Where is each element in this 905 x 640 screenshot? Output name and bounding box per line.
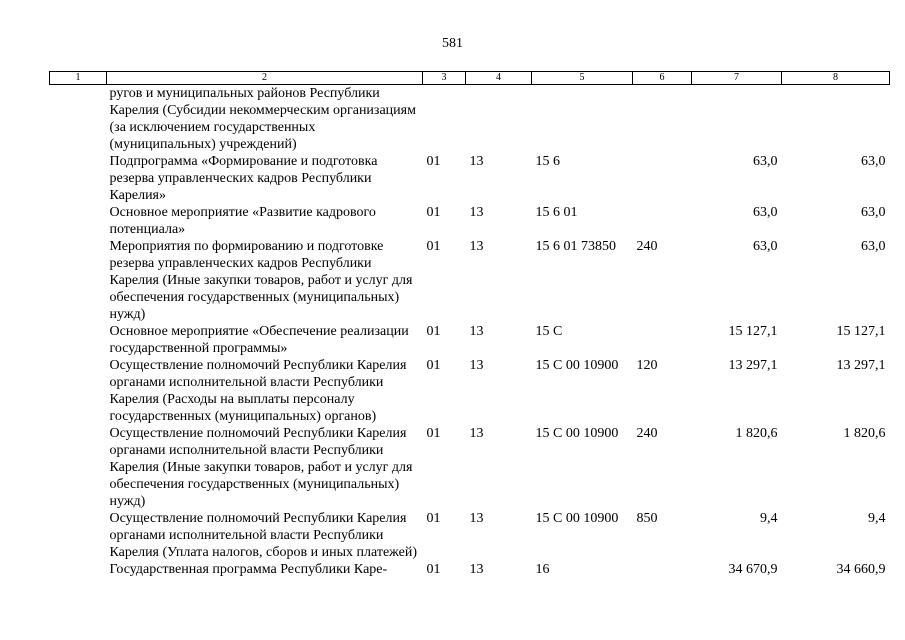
row-name: Основное мероприятие «Обеспечение реализации государственной программы»	[109, 324, 409, 356]
row-section: 01	[426, 239, 441, 254]
row-number-cell	[50, 323, 107, 357]
row-subsection: 13	[469, 511, 484, 526]
row-name: Осуществление полномочий Республики Карелия органами исполнительной власти Республики Карелия (Расходы на выплаты персоналу государственных (муниципальных) органов)	[109, 358, 407, 424]
row-amount-7: 13 297,1	[728, 358, 778, 373]
row-expense-type: 850	[636, 511, 658, 526]
row-amount-8: 15 127,1	[836, 324, 886, 339]
row-expense-type	[633, 323, 692, 357]
column-header-3: 3	[423, 72, 466, 85]
row-subsection: 13	[469, 205, 484, 220]
row-section: 01	[426, 324, 441, 339]
row-subsection: 13	[469, 358, 484, 373]
column-header-8: 8	[782, 72, 890, 85]
row-name: Осуществление полномочий Республики Карелия органами исполнительной власти Республики Карелия (Уплата налогов, сборов и иных платежей)	[109, 511, 418, 560]
row-target-article: 15 6	[535, 154, 560, 169]
row-amount-8: 1 820,6	[843, 426, 886, 441]
row-expense-type: 240	[636, 426, 658, 441]
row-amount-7: 9,4	[760, 511, 778, 526]
row-amount-8: 9,4	[868, 511, 886, 526]
row-target-article: 15 С 00 10900	[535, 426, 619, 441]
row-subsection	[466, 85, 532, 154]
table-row	[50, 85, 890, 154]
row-amount-7: 15 127,1	[728, 324, 778, 339]
row-subsection: 13	[469, 154, 484, 169]
row-target-article: 15 6 01	[535, 205, 578, 220]
column-header-6: 6	[633, 72, 692, 85]
row-target-article: 15 С 00 10900	[535, 511, 619, 526]
row-amount-7: 34 670,9	[728, 562, 778, 577]
row-number-cell	[50, 85, 107, 154]
row-name: Подпрограмма «Формирование и подготовка резерва управленческих кадров Республики Карелия»	[109, 154, 378, 203]
row-expense-type	[633, 561, 692, 578]
row-expense-type: 120	[636, 358, 658, 373]
table-row	[50, 357, 890, 425]
row-target-article: 15 С	[535, 324, 563, 339]
row-expense-type	[633, 85, 692, 154]
table-row	[50, 561, 890, 578]
row-name: Основное мероприятие «Развитие кадрового потенциала»	[109, 205, 376, 237]
row-number-cell	[50, 425, 107, 510]
page-number: 581	[442, 36, 463, 51]
row-section: 01	[426, 562, 441, 577]
row-number-cell	[50, 204, 107, 238]
row-section: 01	[426, 358, 441, 373]
row-amount-7: 63,0	[753, 154, 778, 169]
row-amount-7: 63,0	[753, 205, 778, 220]
row-amount-8: 63,0	[861, 154, 886, 169]
table-row	[50, 153, 890, 204]
row-subsection: 13	[469, 426, 484, 441]
row-name: ругов и муниципальных районов Республики Карелия (Субсидии некоммерческим организациям (за исключением государственных (муниципальных) учреждений)	[109, 86, 416, 152]
row-target-article: 16	[535, 562, 550, 577]
row-target-article: 15 6 01 73850	[535, 239, 616, 254]
row-section: 01	[426, 205, 441, 220]
table-header-row	[50, 72, 890, 85]
table-row	[50, 425, 890, 510]
row-expense-type	[633, 204, 692, 238]
table-row	[50, 238, 890, 323]
row-name: Государственная программа Республики Каре-	[109, 562, 388, 577]
row-expense-type	[633, 153, 692, 204]
row-name: Осуществление полномочий Республики Карелия органами исполнительной власти Республики Карелия (Иные закупки товаров, работ и услуг для обеспечения государственных (муниципальных) нужд)	[109, 426, 413, 509]
column-header-2: 2	[107, 72, 423, 85]
row-section: 01	[426, 426, 441, 441]
row-number-cell	[50, 238, 107, 323]
row-target-article	[532, 85, 633, 154]
row-subsection: 13	[469, 562, 484, 577]
row-target-article: 15 С 00 10900	[535, 358, 619, 373]
row-number-cell	[50, 561, 107, 578]
row-amount-8: 63,0	[861, 205, 886, 220]
column-header-1: 1	[50, 72, 107, 85]
column-header-7: 7	[692, 72, 782, 85]
row-amount-8: 63,0	[861, 239, 886, 254]
row-number-cell	[50, 510, 107, 561]
row-amount-8	[782, 85, 890, 154]
table-row	[50, 323, 890, 357]
row-amount-7: 63,0	[753, 239, 778, 254]
table-row	[50, 510, 890, 561]
row-subsection: 13	[469, 324, 484, 339]
row-amount-7	[692, 85, 782, 154]
row-section: 01	[426, 154, 441, 169]
budget-table	[49, 71, 890, 578]
row-name: Мероприятия по формированию и подготовке резерва управленческих кадров Республики Карелия (Иные закупки товаров, работ и услуг для обеспечения государственных (муниципальных) нужд)	[109, 239, 413, 322]
row-amount-8: 13 297,1	[836, 358, 886, 373]
table-row	[50, 204, 890, 238]
row-section	[423, 85, 466, 154]
row-amount-8: 34 660,9	[836, 562, 886, 577]
row-number-cell	[50, 153, 107, 204]
row-subsection: 13	[469, 239, 484, 254]
row-number-cell	[50, 357, 107, 425]
row-section: 01	[426, 511, 441, 526]
row-expense-type: 240	[636, 239, 658, 254]
column-header-4: 4	[466, 72, 532, 85]
row-amount-7: 1 820,6	[735, 426, 778, 441]
column-header-5: 5	[532, 72, 633, 85]
